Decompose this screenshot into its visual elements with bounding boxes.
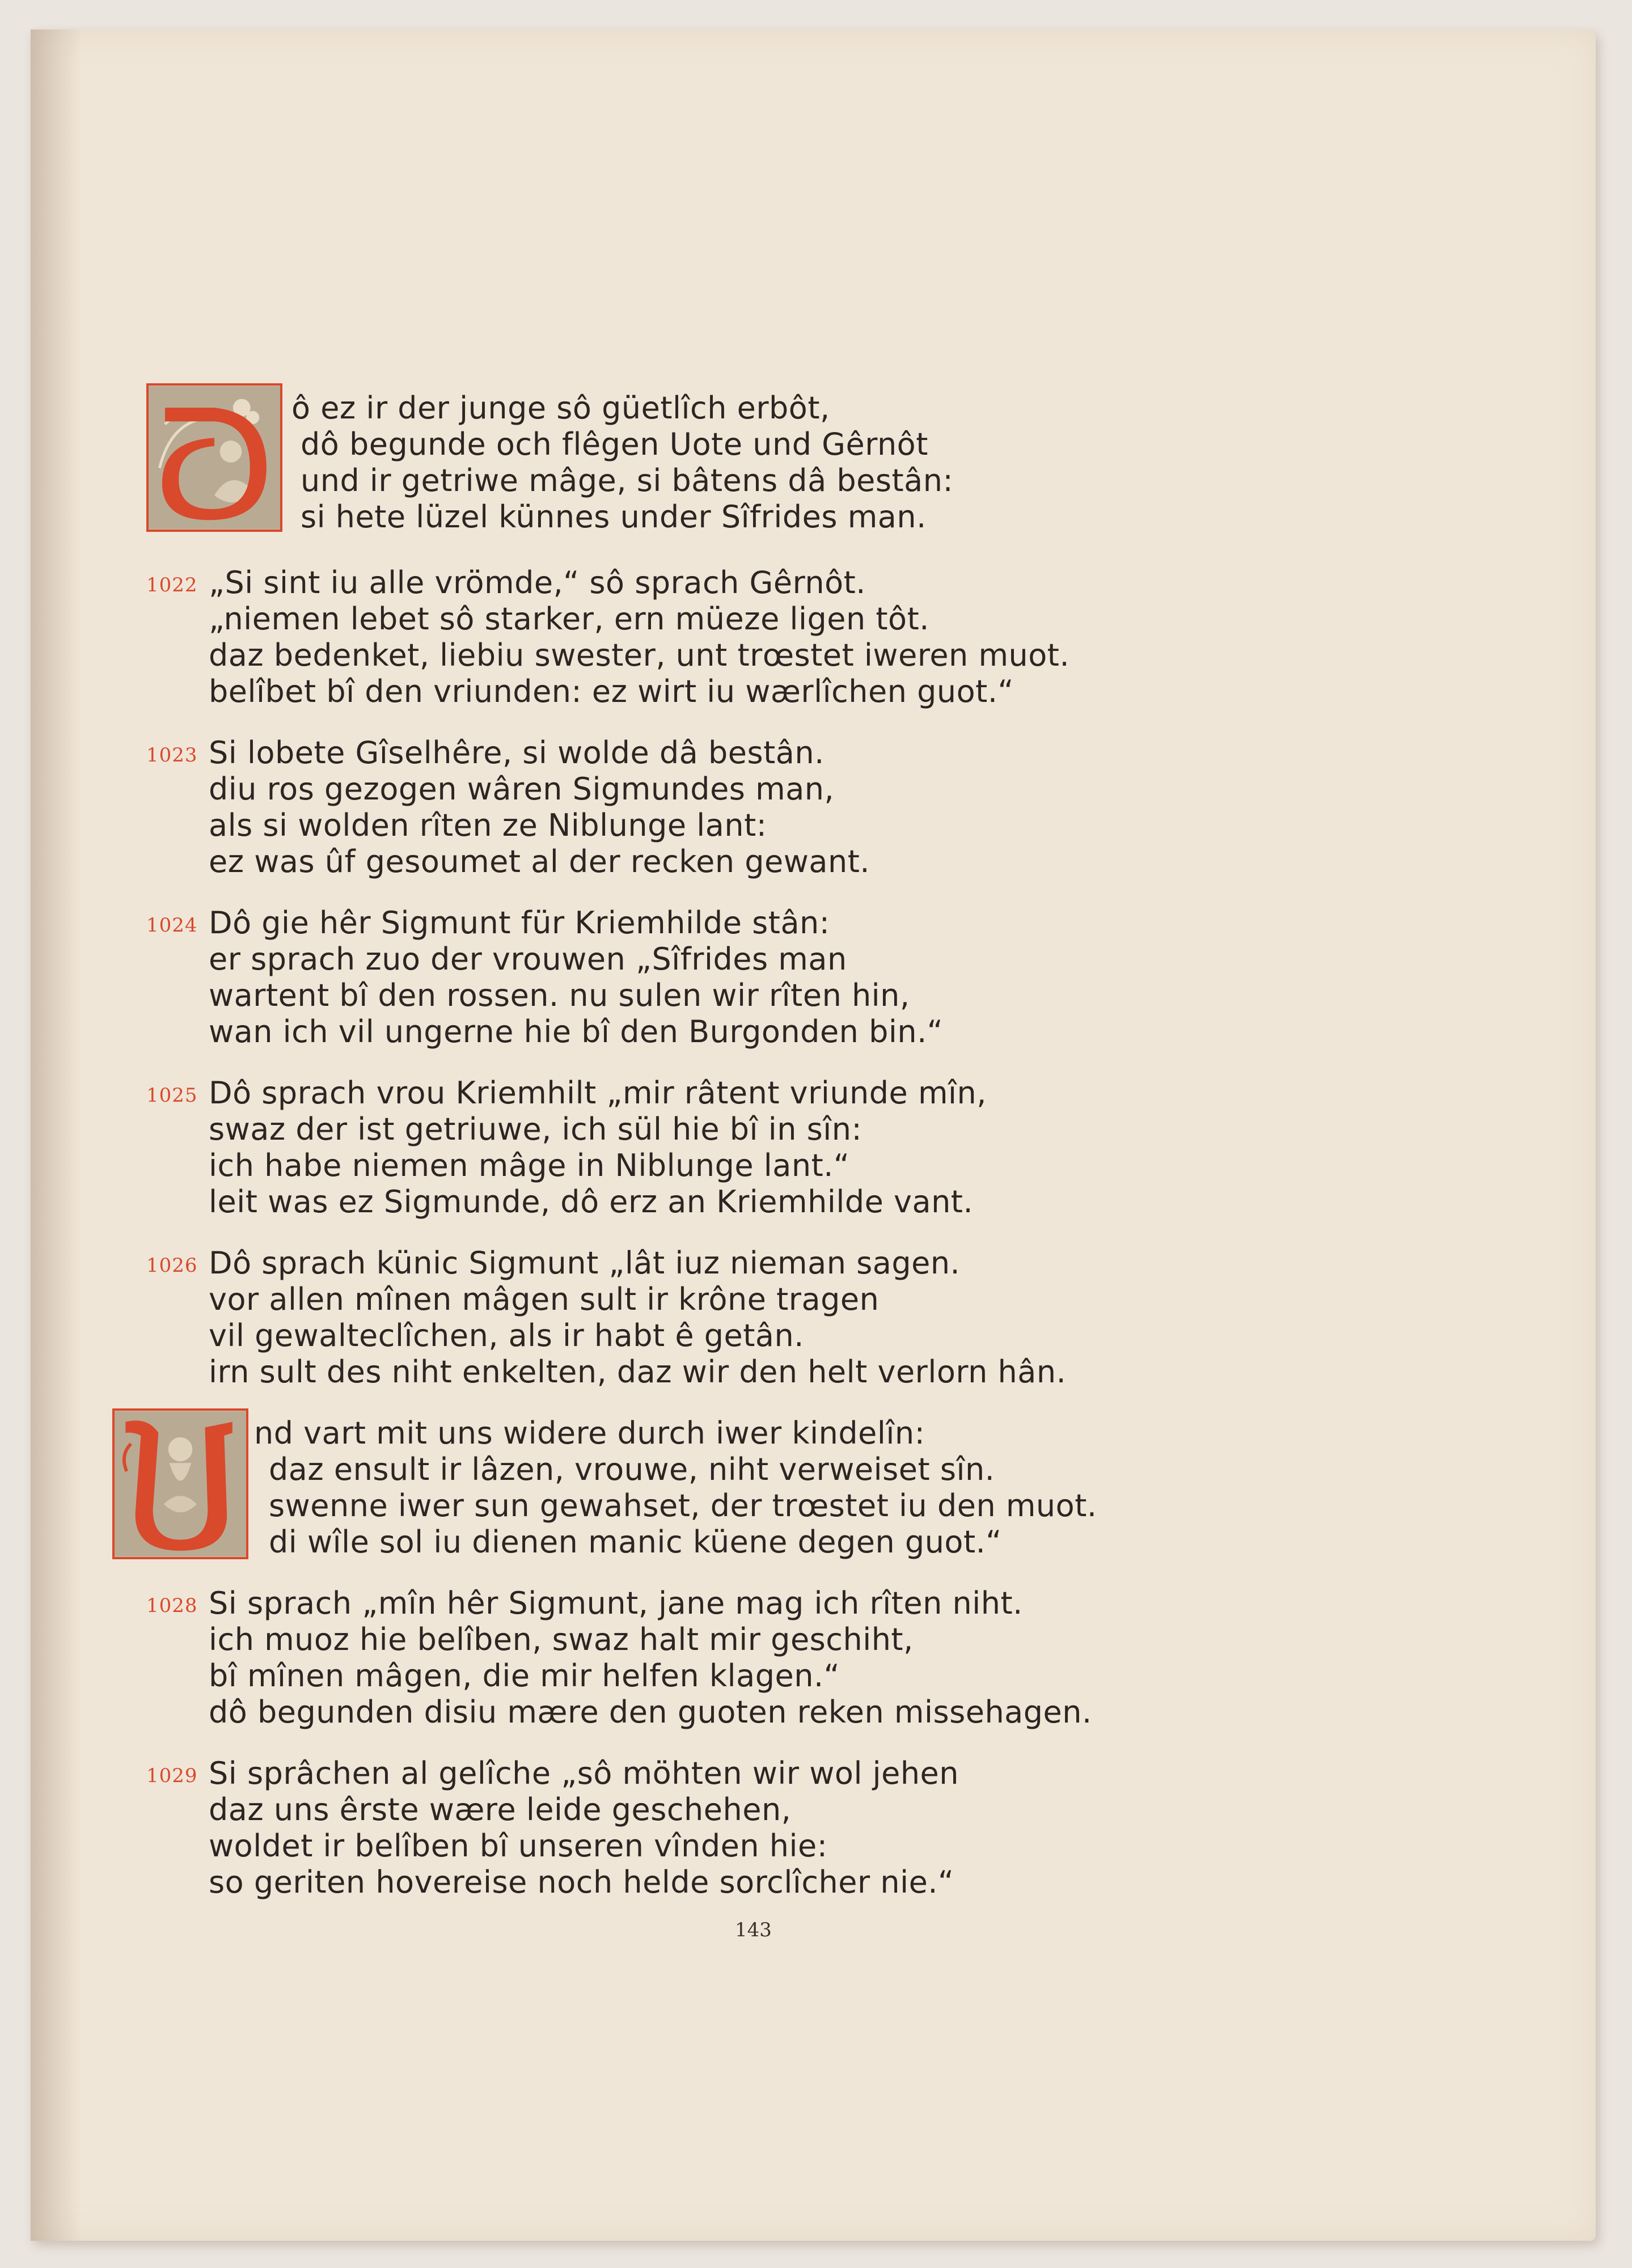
stanza-1029 bbox=[0, 1750, 1632, 1920]
verse-line: swenne iwer sun gewahset, der trœstet iu den muot. bbox=[269, 1488, 1097, 1524]
verse-line: Dô gie hêr Sigmunt für Kriemhilde stân: bbox=[209, 905, 830, 941]
stanza-1024 bbox=[0, 899, 1632, 1069]
verse-number: 1022 bbox=[146, 574, 198, 596]
verse-number: 1024 bbox=[146, 914, 198, 937]
verse-line: swaz der ist getriuwe, ich sül hie bî in sîn: bbox=[209, 1111, 862, 1147]
verse-line: daz ensult ir lâzen, vrouwe, niht verweiset sîn. bbox=[269, 1452, 995, 1487]
illuminated-initial-u bbox=[112, 1408, 248, 1559]
verse-line: daz bedenket, liebiu swester, unt trœstet iweren muot. bbox=[209, 637, 1070, 673]
verse-line: irn sult des niht enkelten, daz wir den helt verlorn hân. bbox=[209, 1354, 1067, 1390]
verse-line: ich muoz hie belîben, swaz halt mir geschiht, bbox=[209, 1622, 914, 1657]
stanza-1023 bbox=[0, 729, 1632, 899]
illuminated-initial-d bbox=[146, 383, 282, 532]
verse-line: er sprach zuo der vrouwen „Sîfrides man bbox=[209, 941, 847, 977]
verse-number: 1029 bbox=[146, 1765, 198, 1787]
verse-line: bî mînen mâgen, die mir helfen klagen.“ bbox=[209, 1658, 840, 1694]
verse-line: ich habe niemen mâge in Niblunge lant.“ bbox=[209, 1148, 850, 1183]
page-number: 143 bbox=[735, 1919, 772, 1941]
verse-line: nd vart mit uns widere durch iwer kindelîn: bbox=[254, 1415, 925, 1451]
verse-line: und ir getriwe mâge, si bâtens dâ bestân: bbox=[301, 463, 954, 498]
verse-line: ô ez ir der junge sô güetlîch erbôt, bbox=[291, 390, 830, 426]
stanza-1022 bbox=[0, 559, 1632, 729]
verse-line: Si lobete Gîselhêre, si wolde dâ bestân. bbox=[209, 735, 825, 771]
verse-line: diu ros gezogen wâren Sigmundes man, bbox=[209, 771, 835, 807]
verse-line: belîbet bî den vriunden: ez wirt iu wærlîchen guot.“ bbox=[209, 674, 1014, 709]
stanza-1027 bbox=[0, 1404, 1632, 1574]
verse-line: „niemen lebet sô starker, ern müeze ligen tôt. bbox=[209, 601, 929, 637]
verse-line: Si sprâchen al gelîche „sô möhten wir wol jehen bbox=[209, 1755, 959, 1791]
verse-line: vor allen mînen mâgen sult ir krône tragen bbox=[209, 1281, 880, 1317]
initial-d-ornament bbox=[149, 386, 280, 530]
verse-line: dô begunde och flêgen Uote und Gêrnôt bbox=[301, 426, 928, 462]
verse-line: dô begunden disiu mære den guoten reken missehagen. bbox=[209, 1694, 1092, 1730]
stanza-1025 bbox=[0, 1069, 1632, 1239]
verse-line: woldet ir belîben bî unseren vînden hie: bbox=[209, 1828, 828, 1864]
verse-line: daz uns êrste wære leide geschehen, bbox=[209, 1792, 792, 1827]
verse-number: 1028 bbox=[146, 1594, 198, 1617]
verse-line: vil gewalteclîchen, als ir habt ê getân. bbox=[209, 1318, 804, 1353]
verse-line: wan ich vil ungerne hie bî den Burgonden bin.“ bbox=[209, 1014, 944, 1050]
verse-line: wartent bî den rossen. nu sulen wir rîten hin, bbox=[209, 978, 910, 1013]
verse-line: si hete lüzel künnes under Sîfrides man. bbox=[301, 499, 927, 535]
verse-line: di wîle sol iu dienen manic küene degen guot.“ bbox=[269, 1524, 1002, 1560]
initial-u-ornament bbox=[115, 1411, 246, 1557]
verse-line: Dô sprach künic Sigmunt „lât iuz nieman sagen. bbox=[209, 1245, 961, 1281]
verse-line: Si sprach „mîn hêr Sigmunt, jane mag ich rîten niht. bbox=[209, 1585, 1023, 1621]
stanza-1 bbox=[0, 379, 1632, 549]
verse-number: 1023 bbox=[146, 744, 198, 767]
verse-line: ez was ûf gesoumet al der recken gewant. bbox=[209, 844, 870, 879]
verse-number: 1025 bbox=[146, 1084, 198, 1107]
verse-line: „Si sint iu alle vrömde,“ sô sprach Gêrnôt. bbox=[209, 565, 866, 600]
stanza-1026 bbox=[0, 1239, 1632, 1410]
stanza-1028 bbox=[0, 1580, 1632, 1750]
verse-number: 1026 bbox=[146, 1254, 198, 1277]
verse-line: leit was ez Sigmunde, dô erz an Kriemhilde vant. bbox=[209, 1184, 974, 1220]
verse-line: so geriten hovereise noch helde sorclîcher nie.“ bbox=[209, 1864, 954, 1900]
verse-line: als si wolden rîten ze Niblunge lant: bbox=[209, 807, 767, 843]
verse-line: Dô sprach vrou Kriemhilt „mir râtent vriunde mîn, bbox=[209, 1075, 987, 1111]
